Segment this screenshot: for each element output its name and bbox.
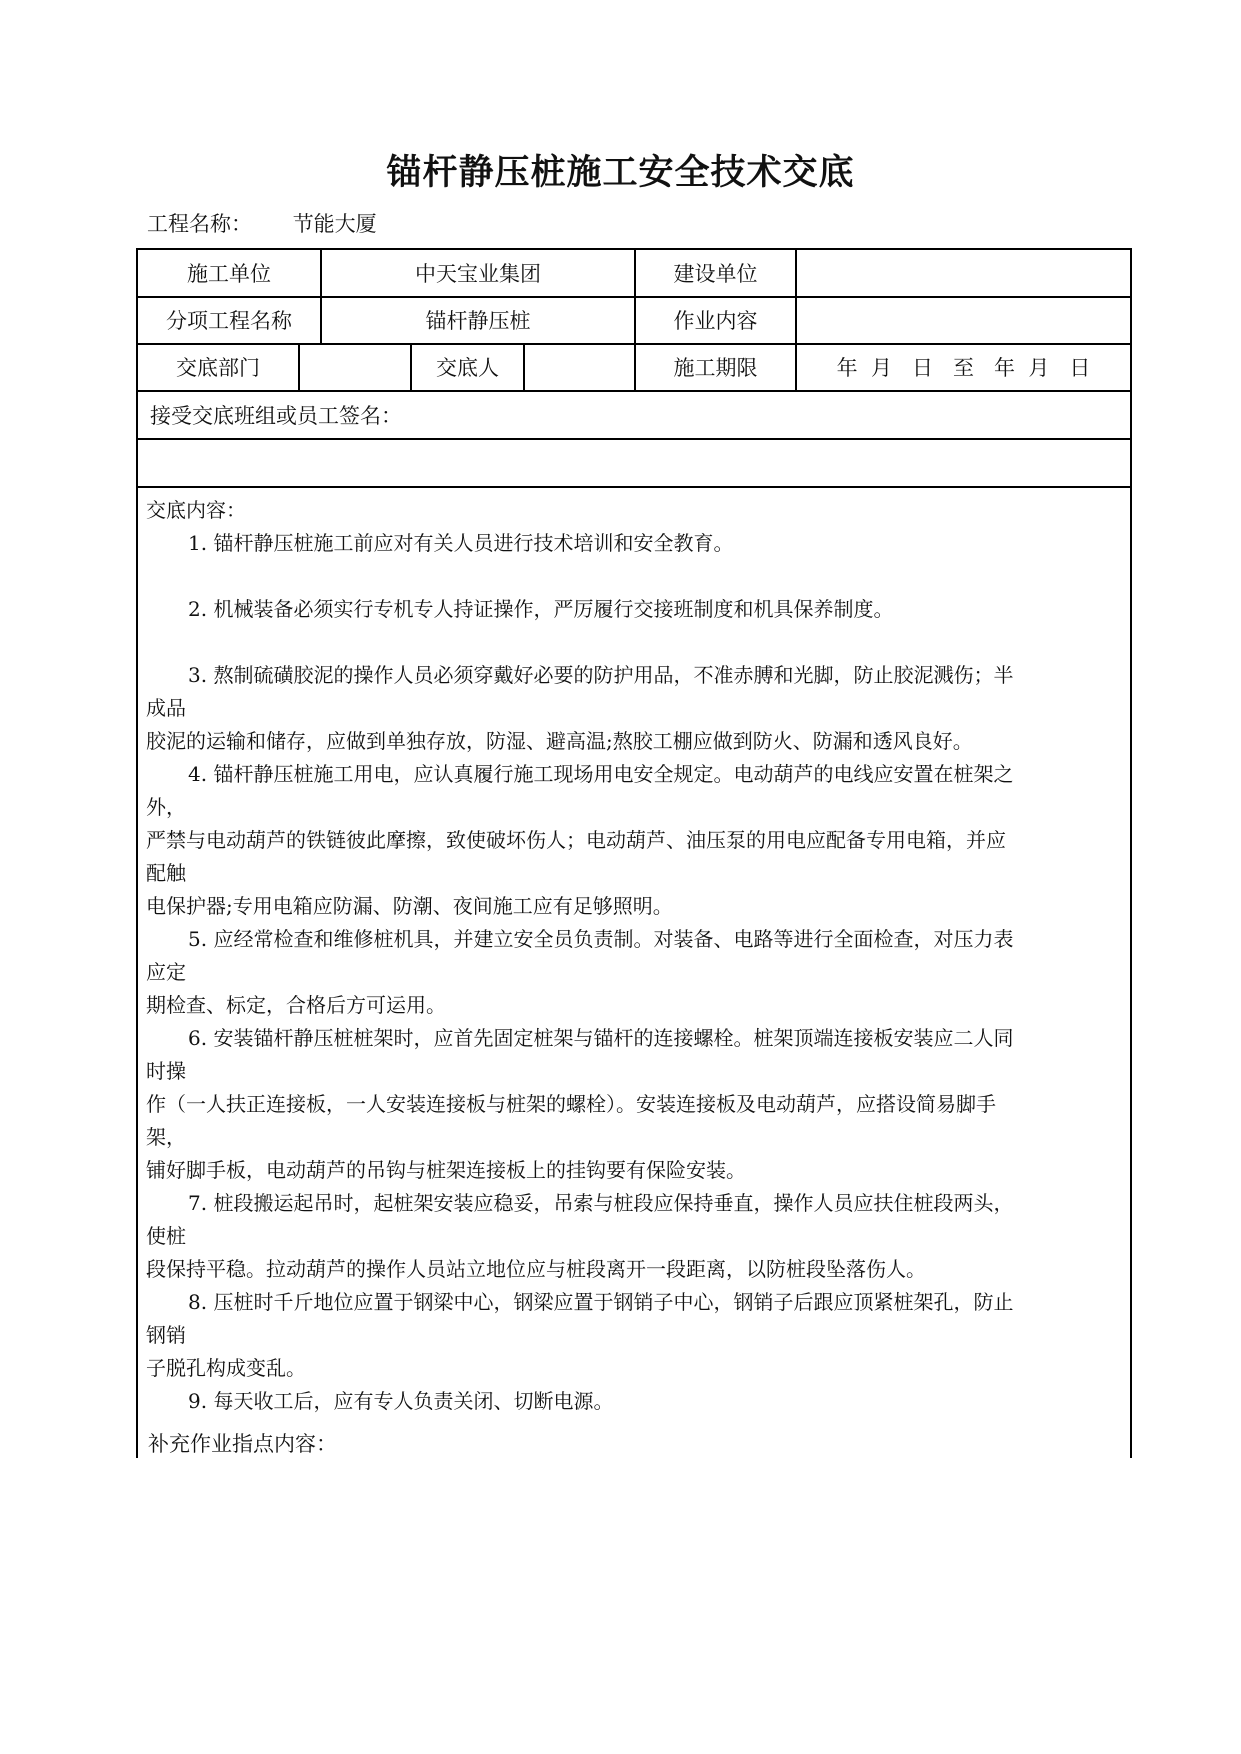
- document-title: 锚杆静压桩施工安全技术交底: [386, 152, 855, 193]
- content-line: 严禁与电动葫芦的铁链彼此摩擦，致使破坏伤人；电动葫芦、油压泵的用电应配备专用电箱，并应: [146, 828, 1006, 852]
- owner-value: [797, 250, 1130, 296]
- content-line: 外，: [146, 795, 186, 819]
- signature-area: [138, 439, 1130, 486]
- content-label: 交底内容：: [146, 498, 246, 522]
- content-line: 子脱孔构成变乱。: [146, 1356, 306, 1380]
- content-line: 4. 锚杆静压桩施工用电，应认真履行施工现场用电安全规定。电动葫芦的电线应安置在桩架之: [188, 762, 1014, 786]
- sub-project-label: 分项工程名称: [166, 309, 292, 333]
- content-line: 5. 应经常检查和维修桩机具，并建立安全员负责制。对装备、电路等进行全面检查，对压力表: [188, 927, 1014, 951]
- content-line: 6. 安装锚杆静压桩桩架时，应首先固定桩架与锚杆的连接螺栓。桩架顶端连接板安装应二人同: [188, 1026, 1014, 1050]
- person-value: [525, 344, 634, 390]
- dept-label: 交底部门: [176, 356, 260, 380]
- content-line: 钢销: [146, 1323, 186, 1347]
- content-line: 9. 每天收工后，应有专人负责关闭、切断电源。: [188, 1389, 614, 1413]
- work-content-value: [797, 297, 1130, 343]
- supplement-label: 补充作业指点内容：: [148, 1432, 337, 1456]
- content-line: [146, 626, 1124, 659]
- person-label: 交底人: [436, 356, 499, 380]
- content-line: [146, 560, 1124, 593]
- disclosure-content: [146, 494, 1124, 1418]
- project-name-value: 节能大厦: [292, 212, 377, 236]
- construction-unit-value: 中天宝业集团: [415, 262, 541, 286]
- dept-value: [300, 344, 410, 390]
- content-line: 7. 桩段搬运起吊时，起桩架安装应稳妥，吊索与桩段应保持垂直，操作人员应扶住桩段两头，: [188, 1191, 1014, 1215]
- content-line: 8. 压桩时千斤地位应置于钢梁中心，钢梁应置于钢销子中心，钢销子后跟应顶紧桩架孔，防止: [188, 1290, 1014, 1314]
- sub-project-value: 锚杆静压桩: [425, 309, 531, 333]
- content-line: 胶泥的运输和储存，应做到单独存放，防湿、避高温;熬胶工棚应做到防火、防漏和透风良好。: [146, 729, 973, 753]
- content-line: 铺好脚手板，电动葫芦的吊钩与桩架连接板上的挂钩要有保险安装。: [146, 1158, 746, 1182]
- owner-label: 建设单位: [673, 262, 758, 286]
- period-label: 施工期限: [673, 356, 758, 380]
- work-content-label: 作业内容: [673, 309, 758, 333]
- content-line: 成品: [146, 696, 186, 720]
- content-line: 2. 机械装备必须实行专机专人持证操作，严厉履行交接班制度和机具保养制度。: [188, 597, 894, 621]
- content-line: 作（一人扶正连接板，一人安装连接板与桩架的螺栓）。安装连接板及电动葫芦，应搭设简易脚手: [146, 1092, 996, 1116]
- content-line: 1. 锚杆静压桩施工前应对有关人员进行技术培训和安全教育。: [188, 531, 734, 555]
- content-line: 使桩: [146, 1224, 186, 1248]
- content-line: 期检查、标定，合格后方可运用。: [146, 993, 446, 1017]
- row-divider: [138, 486, 1130, 488]
- content-line: 时操: [146, 1059, 186, 1083]
- content-line: 段保持平稳。拉动葫芦的操作人员站立地位应与桩段离开一段距离，以防桩段坠落伤人。: [146, 1257, 926, 1281]
- content-line: 架，: [146, 1125, 186, 1149]
- project-name-row: [147, 208, 377, 238]
- content-line: 3. 熬制硫磺胶泥的操作人员必须穿戴好必要的防护用品，不准赤膊和光脚，防止胶泥溅伤；半: [188, 663, 1014, 687]
- content-line: 应定: [146, 960, 186, 984]
- period-value: 年 月 日 至 年 月 日: [836, 356, 1091, 380]
- construction-unit-label: 施工单位: [187, 262, 271, 286]
- content-line: 电保护器;专用电箱应防漏、防潮、夜间施工应有足够照明。: [146, 894, 673, 918]
- signature-label: 接受交底班组或员工签名：: [150, 403, 402, 428]
- project-name-label: 工程名称：: [147, 212, 252, 236]
- content-lines: [146, 527, 1124, 1418]
- content-line: 配触: [146, 861, 186, 885]
